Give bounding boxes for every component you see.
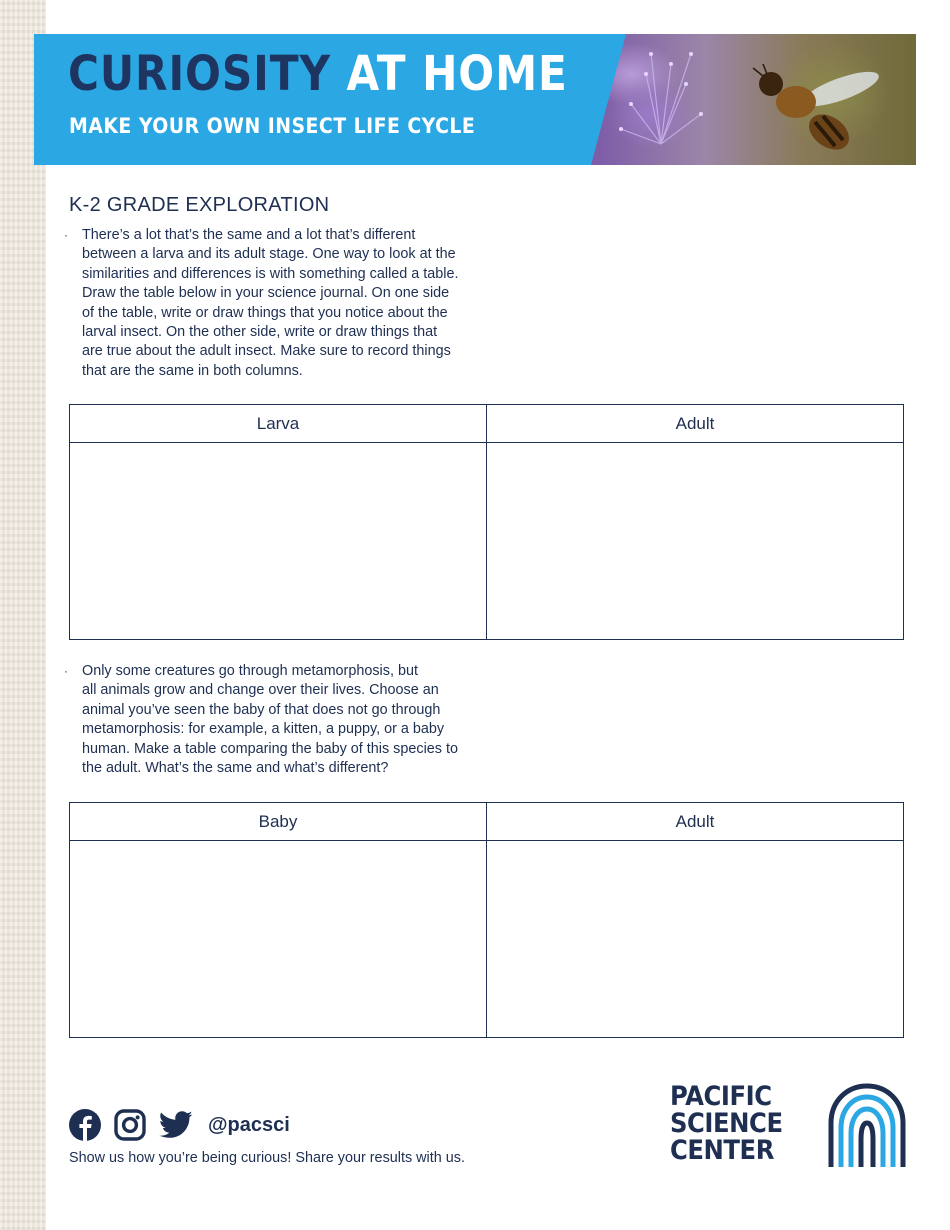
header-banner: [34, 34, 916, 165]
baby-cell: [70, 841, 487, 1038]
pacific-science-center-logo-text: [670, 1083, 810, 1164]
adult-cell: [487, 841, 904, 1038]
text-line: Only some creatures go through metamorphosis, but: [82, 663, 418, 679]
adult-cell: [487, 443, 904, 640]
logo-line: CENTER: [670, 1135, 774, 1166]
instagram-icon[interactable]: [114, 1109, 146, 1141]
table-header-baby: Baby: [70, 803, 487, 841]
logo-line: SCIENCE: [670, 1108, 783, 1139]
share-text: Show us how you’re being curious! Share your results with us.: [69, 1150, 465, 1166]
text-line: metamorphosis: for example, a kitten, a puppy, or a baby: [82, 721, 445, 738]
page-subtitle: MAKE YOUR OWN INSECT LIFE CYCLE: [69, 114, 476, 138]
text-line: that are the same in both columns.: [82, 362, 303, 379]
arches-logo-icon: [828, 1083, 906, 1167]
table-header-adult: Adult: [487, 803, 904, 841]
social-links: [69, 1108, 290, 1142]
bullet-marker: ·: [64, 228, 68, 242]
section-heading: K-2 GRADE EXPLORATION: [69, 194, 330, 216]
text-line: between a larva and its adult stage. One way to look at the: [82, 246, 456, 263]
facebook-icon[interactable]: [69, 1109, 101, 1141]
text-line: all animals grow and change over their lives. Choose an: [82, 682, 439, 699]
twitter-icon[interactable]: [159, 1111, 193, 1139]
text-line: animal you’ve seen the baby of that does not go through: [82, 701, 441, 718]
instruction-2-text: [82, 662, 514, 778]
text-line: Draw the table below in your science journal. On one side: [82, 285, 450, 302]
text-line: the adult. What’s the same and what’s different?: [82, 760, 389, 777]
text-line: human. Make a table comparing the baby of this species to: [82, 740, 458, 757]
larva-cell: [70, 443, 487, 640]
text-line: of the table, write or draw things that you notice about the: [82, 304, 448, 321]
page-title: [68, 48, 568, 101]
instruction-2: [64, 662, 514, 778]
larva-adult-table: [69, 404, 904, 640]
table-header-larva: Larva: [70, 405, 487, 443]
logo-line: PACIFIC: [670, 1081, 772, 1112]
text-line: There’s a lot that’s the same and a lot that’s different: [82, 227, 416, 243]
instruction-1: [64, 226, 514, 381]
bullet-marker: ·: [64, 664, 68, 678]
title-at-home: AT HOME: [346, 46, 568, 102]
title-curiosity: CURIOSITY: [68, 46, 331, 102]
social-handle[interactable]: @pacsci: [208, 1113, 290, 1136]
paper-texture-edge: [0, 0, 46, 1230]
text-line: similarities and differences is with something called a table.: [82, 265, 459, 282]
bee-flower-illustration: [591, 34, 916, 165]
table-header-adult: Adult: [487, 405, 904, 443]
bee-photo: [591, 34, 916, 165]
text-line: are true about the adult insect. Make sure to record things: [82, 343, 451, 360]
baby-adult-table: [69, 802, 904, 1038]
text-line: larval insect. On the other side, write or draw things that: [82, 324, 438, 341]
instruction-1-text: [82, 226, 514, 381]
